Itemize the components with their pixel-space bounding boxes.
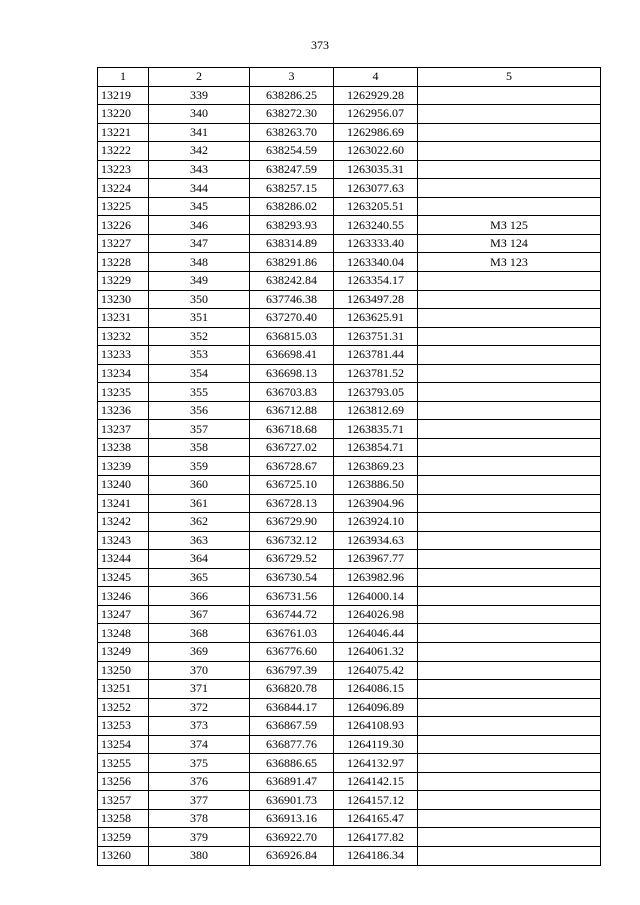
table-cell-col-3: 638293.93 xyxy=(250,216,334,235)
table-cell-col-1: 13257 xyxy=(98,791,149,810)
table-cell-col-2: 367 xyxy=(149,605,250,624)
table-cell-col-5 xyxy=(418,642,601,661)
table-cell-col-5 xyxy=(418,383,601,402)
table-cell-col-5 xyxy=(418,587,601,606)
table-row xyxy=(98,624,601,643)
table-cell-col-1: 13244 xyxy=(98,550,149,569)
table-row xyxy=(98,234,601,253)
table-cell-col-2: 380 xyxy=(149,846,250,865)
table-cell-col-5: МЗ 123 xyxy=(418,253,601,272)
table-cell-col-1: 13259 xyxy=(98,828,149,847)
table-cell-col-1: 13256 xyxy=(98,772,149,791)
table-cell-col-4: 1264061.32 xyxy=(334,642,418,661)
table-cell-col-4: 1263904.96 xyxy=(334,494,418,513)
column-header-3: 3 xyxy=(250,68,334,87)
table-cell-col-2: 347 xyxy=(149,234,250,253)
table-cell-col-1: 13249 xyxy=(98,642,149,661)
table-cell-col-3: 636698.13 xyxy=(250,364,334,383)
table-cell-col-4: 1264142.15 xyxy=(334,772,418,791)
table-cell-col-4: 1264000.14 xyxy=(334,587,418,606)
table-cell-col-3: 638254.59 xyxy=(250,142,334,161)
table-cell-col-4: 1263934.63 xyxy=(334,531,418,550)
table-row xyxy=(98,587,601,606)
table-cell-col-3: 636728.13 xyxy=(250,494,334,513)
table-cell-col-2: 360 xyxy=(149,476,250,495)
table-cell-col-1: 13245 xyxy=(98,568,149,587)
table-cell-col-4: 1264108.93 xyxy=(334,717,418,736)
table-cell-col-2: 371 xyxy=(149,680,250,699)
table-row xyxy=(98,123,601,142)
table-row xyxy=(98,698,601,717)
table-cell-col-3: 638242.84 xyxy=(250,272,334,291)
table-cell-col-4: 1263497.28 xyxy=(334,290,418,309)
table-cell-col-4: 1263340.04 xyxy=(334,253,418,272)
table-cell-col-1: 13232 xyxy=(98,327,149,346)
table-cell-col-1: 13252 xyxy=(98,698,149,717)
table-cell-col-3: 637746.38 xyxy=(250,290,334,309)
table-cell-col-5 xyxy=(418,735,601,754)
table-cell-col-2: 354 xyxy=(149,364,250,383)
table-cell-col-1: 13223 xyxy=(98,160,149,179)
table-cell-col-2: 353 xyxy=(149,346,250,365)
table-cell-col-1: 13247 xyxy=(98,605,149,624)
table-cell-col-4: 1263835.71 xyxy=(334,420,418,439)
table-cell-col-3: 636728.67 xyxy=(250,457,334,476)
table-cell-col-4: 1263982.96 xyxy=(334,568,418,587)
table-row xyxy=(98,105,601,124)
table-cell-col-1: 13236 xyxy=(98,401,149,420)
table-cell-col-2: 340 xyxy=(149,105,250,124)
table-cell-col-3: 636891.47 xyxy=(250,772,334,791)
table-cell-col-5 xyxy=(418,420,601,439)
table-cell-col-3: 636761.03 xyxy=(250,624,334,643)
table-cell-col-5 xyxy=(418,680,601,699)
table-cell-col-3: 636712.88 xyxy=(250,401,334,420)
table-cell-col-2: 361 xyxy=(149,494,250,513)
table-cell-col-1: 13248 xyxy=(98,624,149,643)
table-cell-col-3: 638247.59 xyxy=(250,160,334,179)
table-cell-col-1: 13220 xyxy=(98,105,149,124)
table-cell-col-1: 13234 xyxy=(98,364,149,383)
table-row xyxy=(98,401,601,420)
table-cell-col-4: 1263205.51 xyxy=(334,197,418,216)
table-cell-col-2: 375 xyxy=(149,754,250,773)
table-row xyxy=(98,661,601,680)
table-row xyxy=(98,420,601,439)
table-cell-col-3: 636901.73 xyxy=(250,791,334,810)
table-row xyxy=(98,846,601,865)
table-header-row xyxy=(98,68,601,87)
table-cell-col-3: 636886.65 xyxy=(250,754,334,773)
table-cell-col-2: 348 xyxy=(149,253,250,272)
table-cell-col-4: 1264186.34 xyxy=(334,846,418,865)
table-cell-col-2: 359 xyxy=(149,457,250,476)
table-cell-col-5 xyxy=(418,438,601,457)
table-cell-col-1: 13219 xyxy=(98,86,149,105)
table-cell-col-3: 636703.83 xyxy=(250,383,334,402)
table-cell-col-2: 350 xyxy=(149,290,250,309)
table-cell-col-4: 1264046.44 xyxy=(334,624,418,643)
table-cell-col-2: 344 xyxy=(149,179,250,198)
table-cell-col-5 xyxy=(418,624,601,643)
table-cell-col-5 xyxy=(418,86,601,105)
table-cell-col-1: 13253 xyxy=(98,717,149,736)
table-cell-col-5 xyxy=(418,717,601,736)
table-cell-col-2: 374 xyxy=(149,735,250,754)
table-cell-col-1: 13231 xyxy=(98,309,149,328)
table-cell-col-3: 636877.76 xyxy=(250,735,334,754)
table-cell-col-1: 13221 xyxy=(98,123,149,142)
table-cell-col-2: 369 xyxy=(149,642,250,661)
table-row xyxy=(98,290,601,309)
table-cell-col-1: 13239 xyxy=(98,457,149,476)
table-cell-col-5 xyxy=(418,327,601,346)
table-cell-col-5 xyxy=(418,605,601,624)
table-cell-col-2: 363 xyxy=(149,531,250,550)
table-cell-col-1: 13227 xyxy=(98,234,149,253)
table-cell-col-5 xyxy=(418,791,601,810)
table-cell-col-5 xyxy=(418,568,601,587)
table-cell-col-5 xyxy=(418,105,601,124)
table-cell-col-2: 362 xyxy=(149,513,250,532)
table-cell-col-3: 638286.02 xyxy=(250,197,334,216)
table-cell-col-4: 1264075.42 xyxy=(334,661,418,680)
table-cell-col-4: 1262929.28 xyxy=(334,86,418,105)
table-cell-col-1: 13246 xyxy=(98,587,149,606)
table-cell-col-4: 1264132.97 xyxy=(334,754,418,773)
table-cell-col-4: 1263781.44 xyxy=(334,346,418,365)
table-cell-col-1: 13238 xyxy=(98,438,149,457)
table-cell-col-1: 13235 xyxy=(98,383,149,402)
table-row xyxy=(98,364,601,383)
table-row xyxy=(98,791,601,810)
table-row xyxy=(98,197,601,216)
table-cell-col-2: 373 xyxy=(149,717,250,736)
table-cell-col-5 xyxy=(418,364,601,383)
table-cell-col-5 xyxy=(418,476,601,495)
table-cell-col-3: 636727.02 xyxy=(250,438,334,457)
table-row xyxy=(98,160,601,179)
table-row xyxy=(98,327,601,346)
table-row xyxy=(98,828,601,847)
table-cell-col-5 xyxy=(418,846,601,865)
table-cell-col-5: МЗ 124 xyxy=(418,234,601,253)
table-cell-col-3: 636844.17 xyxy=(250,698,334,717)
table-cell-col-4: 1263869.23 xyxy=(334,457,418,476)
table-cell-col-4: 1263793.05 xyxy=(334,383,418,402)
table-cell-col-5 xyxy=(418,698,601,717)
table-cell-col-4: 1264157.12 xyxy=(334,791,418,810)
table-row xyxy=(98,531,601,550)
table-cell-col-2: 366 xyxy=(149,587,250,606)
table-cell-col-5 xyxy=(418,550,601,569)
table-row xyxy=(98,717,601,736)
table-row xyxy=(98,253,601,272)
table-cell-col-4: 1263924.10 xyxy=(334,513,418,532)
table-cell-col-4: 1263035.31 xyxy=(334,160,418,179)
table-cell-col-4: 1263333.40 xyxy=(334,234,418,253)
table-cell-col-3: 638272.30 xyxy=(250,105,334,124)
table-cell-col-4: 1263354.17 xyxy=(334,272,418,291)
table-cell-col-1: 13258 xyxy=(98,809,149,828)
table-cell-col-3: 638291.86 xyxy=(250,253,334,272)
table-cell-col-4: 1263077.63 xyxy=(334,179,418,198)
table-cell-col-1: 13254 xyxy=(98,735,149,754)
table-cell-col-3: 636730.54 xyxy=(250,568,334,587)
table-cell-col-1: 13242 xyxy=(98,513,149,532)
table-cell-col-3: 636725.10 xyxy=(250,476,334,495)
table-cell-col-2: 349 xyxy=(149,272,250,291)
table-cell-col-2: 346 xyxy=(149,216,250,235)
table-cell-col-3: 636729.52 xyxy=(250,550,334,569)
table-row xyxy=(98,383,601,402)
table-cell-col-3: 636744.72 xyxy=(250,605,334,624)
table-row xyxy=(98,642,601,661)
table-row xyxy=(98,568,601,587)
table-cell-col-5 xyxy=(418,290,601,309)
table-body xyxy=(98,86,601,865)
table-cell-col-2: 377 xyxy=(149,791,250,810)
table-cell-col-2: 357 xyxy=(149,420,250,439)
table-cell-col-2: 351 xyxy=(149,309,250,328)
table-row xyxy=(98,735,601,754)
table-cell-col-1: 13243 xyxy=(98,531,149,550)
table-cell-col-1: 13240 xyxy=(98,476,149,495)
table-cell-col-1: 13226 xyxy=(98,216,149,235)
table-cell-col-5 xyxy=(418,531,601,550)
table-row xyxy=(98,772,601,791)
table-cell-col-5 xyxy=(418,809,601,828)
table-cell-col-4: 1262956.07 xyxy=(334,105,418,124)
table-cell-col-5 xyxy=(418,661,601,680)
table-cell-col-4: 1264119.30 xyxy=(334,735,418,754)
table-cell-col-3: 636731.56 xyxy=(250,587,334,606)
table-row xyxy=(98,809,601,828)
table-cell-col-2: 342 xyxy=(149,142,250,161)
table-row xyxy=(98,494,601,513)
table-cell-col-3: 638286.25 xyxy=(250,86,334,105)
table-cell-col-2: 364 xyxy=(149,550,250,569)
table-row xyxy=(98,457,601,476)
table-cell-col-2: 343 xyxy=(149,160,250,179)
table-cell-col-5 xyxy=(418,346,601,365)
table-cell-col-2: 368 xyxy=(149,624,250,643)
table-cell-col-2: 356 xyxy=(149,401,250,420)
table-cell-col-5 xyxy=(418,457,601,476)
table-cell-col-3: 638257.15 xyxy=(250,179,334,198)
table-row xyxy=(98,680,601,699)
table-cell-col-1: 13225 xyxy=(98,197,149,216)
table-cell-col-5 xyxy=(418,772,601,791)
table-cell-col-2: 376 xyxy=(149,772,250,791)
table-cell-col-3: 636913.16 xyxy=(250,809,334,828)
table-cell-col-2: 352 xyxy=(149,327,250,346)
table-cell-col-4: 1264177.82 xyxy=(334,828,418,847)
table-cell-col-5 xyxy=(418,494,601,513)
table-cell-col-1: 13237 xyxy=(98,420,149,439)
table-cell-col-3: 638314.89 xyxy=(250,234,334,253)
table-cell-col-3: 637270.40 xyxy=(250,309,334,328)
table-cell-col-2: 341 xyxy=(149,123,250,142)
table-cell-col-4: 1263625.91 xyxy=(334,309,418,328)
table-cell-col-4: 1263022.60 xyxy=(334,142,418,161)
table-cell-col-3: 636732.12 xyxy=(250,531,334,550)
table-cell-col-3: 636797.39 xyxy=(250,661,334,680)
page-number: 373 xyxy=(311,38,329,52)
table-cell-col-4: 1263886.50 xyxy=(334,476,418,495)
table-cell-col-2: 355 xyxy=(149,383,250,402)
table-row xyxy=(98,309,601,328)
table-cell-col-5 xyxy=(418,513,601,532)
table-cell-col-4: 1262986.69 xyxy=(334,123,418,142)
table-cell-col-3: 636820.78 xyxy=(250,680,334,699)
table-cell-col-3: 636922.70 xyxy=(250,828,334,847)
table-cell-col-2: 339 xyxy=(149,86,250,105)
table-cell-col-1: 13222 xyxy=(98,142,149,161)
table-row xyxy=(98,346,601,365)
table-cell-col-2: 370 xyxy=(149,661,250,680)
table-cell-col-5 xyxy=(418,179,601,198)
table-row xyxy=(98,754,601,773)
table-cell-col-4: 1264026.98 xyxy=(334,605,418,624)
table-cell-col-4: 1264165.47 xyxy=(334,809,418,828)
table-cell-col-3: 636776.60 xyxy=(250,642,334,661)
table-cell-col-3: 636867.59 xyxy=(250,717,334,736)
column-header-5: 5 xyxy=(418,68,601,87)
table-cell-col-4: 1263751.31 xyxy=(334,327,418,346)
table-row xyxy=(98,438,601,457)
table-cell-col-1: 13241 xyxy=(98,494,149,513)
table-cell-col-5 xyxy=(418,197,601,216)
column-header-2: 2 xyxy=(149,68,250,87)
table-row xyxy=(98,605,601,624)
table-cell-col-5 xyxy=(418,828,601,847)
table-cell-col-5: МЗ 125 xyxy=(418,216,601,235)
table-cell-col-5 xyxy=(418,272,601,291)
table-cell-col-2: 345 xyxy=(149,197,250,216)
table-cell-col-4: 1263967.77 xyxy=(334,550,418,569)
table-cell-col-1: 13260 xyxy=(98,846,149,865)
table-cell-col-5 xyxy=(418,754,601,773)
coordinates-table xyxy=(97,67,601,866)
table-cell-col-3: 638263.70 xyxy=(250,123,334,142)
table-cell-col-2: 378 xyxy=(149,809,250,828)
table-row xyxy=(98,476,601,495)
table-row xyxy=(98,550,601,569)
column-header-1: 1 xyxy=(98,68,149,87)
table-cell-col-1: 13251 xyxy=(98,680,149,699)
table-row xyxy=(98,513,601,532)
table-cell-col-1: 13228 xyxy=(98,253,149,272)
table-cell-col-1: 13255 xyxy=(98,754,149,773)
column-header-4: 4 xyxy=(334,68,418,87)
table-cell-col-3: 636729.90 xyxy=(250,513,334,532)
table-cell-col-3: 636815.03 xyxy=(250,327,334,346)
table-cell-col-3: 636718.68 xyxy=(250,420,334,439)
table-cell-col-4: 1264096.89 xyxy=(334,698,418,717)
table-cell-col-2: 365 xyxy=(149,568,250,587)
table-cell-col-1: 13229 xyxy=(98,272,149,291)
table-row xyxy=(98,272,601,291)
table-cell-col-2: 372 xyxy=(149,698,250,717)
table-cell-col-1: 13230 xyxy=(98,290,149,309)
table-cell-col-1: 13250 xyxy=(98,661,149,680)
table-cell-col-5 xyxy=(418,309,601,328)
table-cell-col-5 xyxy=(418,401,601,420)
table-cell-col-2: 358 xyxy=(149,438,250,457)
table-cell-col-4: 1263781.52 xyxy=(334,364,418,383)
table-cell-col-2: 379 xyxy=(149,828,250,847)
table-cell-col-4: 1263812.69 xyxy=(334,401,418,420)
table-cell-col-4: 1264086.15 xyxy=(334,680,418,699)
table-cell-col-4: 1263240.55 xyxy=(334,216,418,235)
table-row xyxy=(98,216,601,235)
table-row xyxy=(98,179,601,198)
table-cell-col-5 xyxy=(418,123,601,142)
table-cell-col-3: 636698.41 xyxy=(250,346,334,365)
table-cell-col-5 xyxy=(418,142,601,161)
table-cell-col-1: 13233 xyxy=(98,346,149,365)
table-cell-col-3: 636926.84 xyxy=(250,846,334,865)
table-row xyxy=(98,86,601,105)
table-cell-col-4: 1263854.71 xyxy=(334,438,418,457)
table-cell-col-5 xyxy=(418,160,601,179)
table-cell-col-1: 13224 xyxy=(98,179,149,198)
table-row xyxy=(98,142,601,161)
